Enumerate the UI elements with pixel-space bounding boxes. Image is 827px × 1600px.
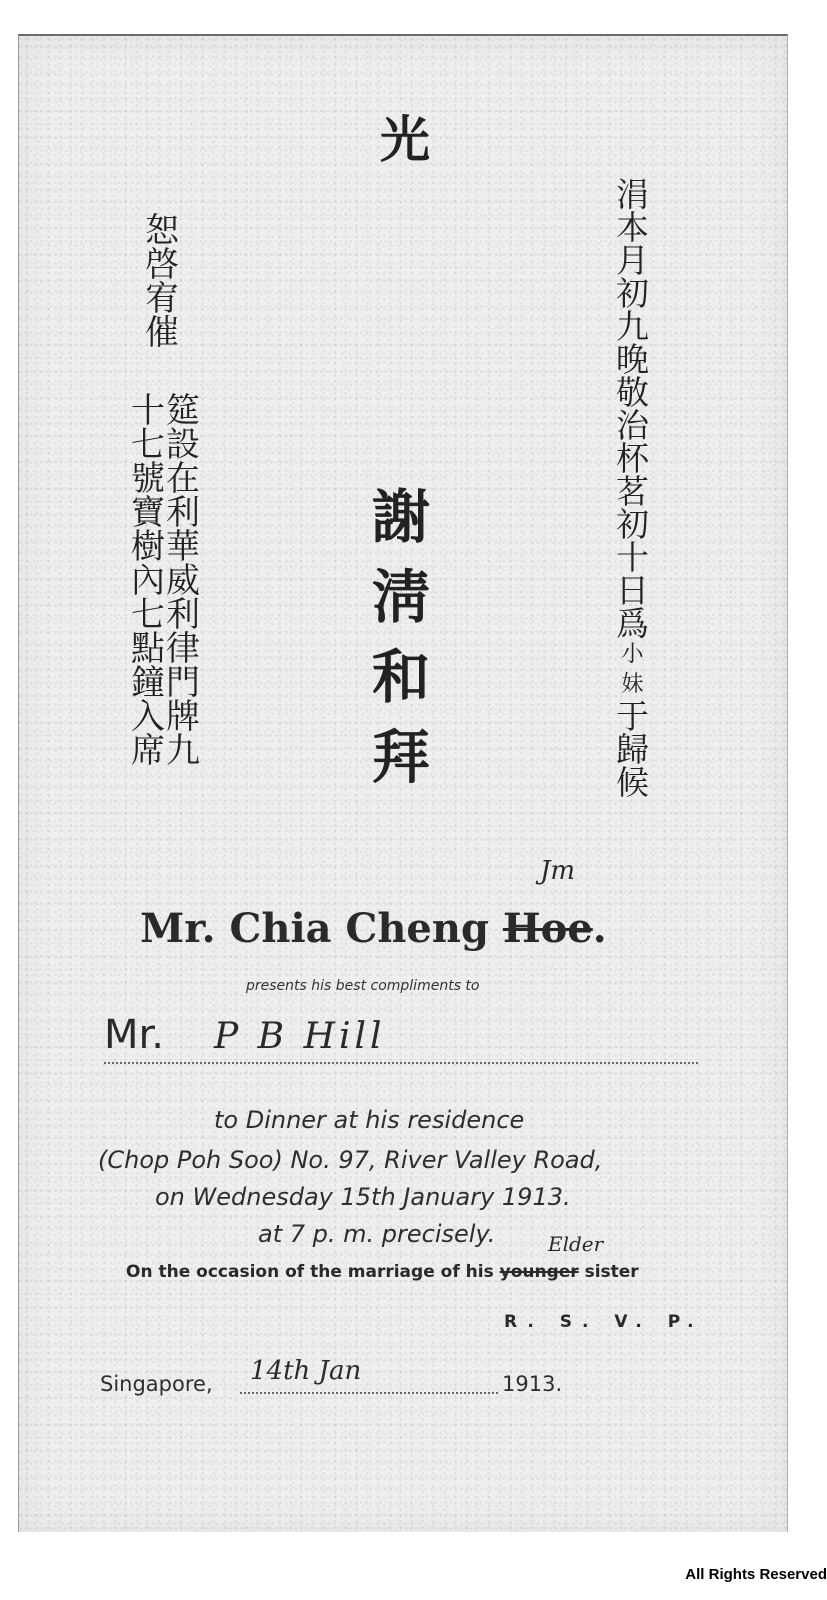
handwritten-date: 14th Jan bbox=[250, 1356, 362, 1386]
host-name bbox=[140, 905, 607, 952]
left-column-outer-char: 七 bbox=[131, 595, 165, 635]
right-column-char: 涓 bbox=[616, 175, 649, 214]
left-column-outer-char: 鐘 bbox=[131, 663, 165, 703]
body-line-2: (Chop Poh Soo) No. 97, River Valley Road, bbox=[98, 1146, 603, 1174]
left-chinese-column-lower-outer bbox=[131, 391, 165, 771]
left-chinese-column-lower-inner bbox=[166, 391, 200, 771]
left-column-inner-char: 威 bbox=[166, 561, 200, 601]
left-column-outer-char: 十 bbox=[131, 391, 165, 431]
guest-line bbox=[104, 1012, 698, 1064]
occasion-line bbox=[126, 1262, 639, 1282]
right-chinese-column bbox=[616, 175, 649, 802]
left-column-inner-char: 筵 bbox=[166, 391, 200, 431]
right-column-char: 初 bbox=[616, 505, 649, 544]
place-label: Singapore, bbox=[100, 1372, 213, 1396]
left-column-upper-char: 宥 bbox=[145, 279, 179, 319]
body-line-1: to Dinner at his residence bbox=[214, 1106, 525, 1134]
right-column-char: 治 bbox=[616, 406, 649, 445]
right-column-char: 初 bbox=[616, 274, 649, 313]
right-column-char: 敬 bbox=[616, 373, 649, 412]
occasion-before: On the occasion of the marriage of his bbox=[126, 1262, 500, 1282]
left-column-outer-char: 寶 bbox=[131, 493, 165, 533]
right-column-small-char: 妹 bbox=[621, 672, 644, 697]
host-name-struck: Hoe bbox=[502, 905, 593, 952]
right-column-char: 本 bbox=[616, 208, 649, 247]
right-column-char: 日 bbox=[616, 571, 649, 610]
host-name-suffix: . bbox=[592, 905, 607, 952]
guest-prefix: Mr. bbox=[104, 1012, 164, 1058]
left-column-outer-char: 號 bbox=[131, 459, 165, 499]
left-column-outer-char: 七 bbox=[131, 425, 165, 465]
left-column-outer-char: 內 bbox=[131, 561, 165, 601]
left-column-inner-char: 華 bbox=[166, 527, 200, 567]
occasion-struck-word: younger bbox=[499, 1262, 579, 1282]
handwritten-name-correction: Jm bbox=[540, 856, 576, 886]
left-column-inner-char: 牌 bbox=[166, 697, 200, 737]
right-column-char: 于 bbox=[616, 697, 649, 736]
right-column-char: 歸 bbox=[616, 730, 649, 769]
right-column-char: 茗 bbox=[616, 472, 649, 511]
left-column-outer-char: 席 bbox=[131, 731, 165, 771]
right-column-char: 九 bbox=[616, 307, 649, 346]
left-column-inner-char: 律 bbox=[166, 629, 200, 669]
right-column-char: 爲 bbox=[616, 604, 649, 643]
center-column-char: 和 bbox=[372, 643, 431, 711]
left-chinese-column-upper bbox=[145, 211, 179, 353]
right-column-char: 杯 bbox=[616, 439, 649, 478]
left-column-outer-char: 點 bbox=[131, 629, 165, 669]
center-column-char: 淸 bbox=[372, 563, 431, 631]
right-column-char: 候 bbox=[616, 763, 649, 802]
presents-line: presents his best compliments to bbox=[246, 978, 480, 994]
right-column-char: 月 bbox=[616, 241, 649, 280]
left-column-inner-char: 九 bbox=[166, 731, 200, 771]
right-column-char: 十 bbox=[616, 538, 649, 577]
rsvp-text: R. S. V. P. bbox=[504, 1312, 704, 1332]
occasion-after: sister bbox=[578, 1262, 639, 1282]
center-column-char: 拜 bbox=[372, 723, 431, 791]
right-column-char: 晚 bbox=[616, 340, 649, 379]
left-column-upper-char: 恕 bbox=[145, 211, 179, 251]
left-column-outer-char: 入 bbox=[131, 697, 165, 737]
left-column-inner-char: 門 bbox=[166, 663, 200, 703]
left-column-outer-char: 樹 bbox=[131, 527, 165, 567]
left-column-inner-char: 在 bbox=[166, 459, 200, 499]
center-column-char: 謝 bbox=[372, 483, 431, 551]
right-column-small-char: 小 bbox=[621, 642, 644, 667]
left-column-upper-char: 催 bbox=[145, 313, 179, 353]
body-line-3: on Wednesday 15th January 1913. bbox=[155, 1183, 571, 1211]
left-column-inner-char: 利 bbox=[166, 595, 200, 635]
handwritten-elder-correction: Elder bbox=[548, 1232, 604, 1256]
top-character: 光 bbox=[380, 110, 430, 169]
signoff-year: 1913. bbox=[502, 1372, 563, 1396]
guest-handwritten-name: P B Hill bbox=[214, 1016, 386, 1057]
copyright-notice: All Rights Reserved bbox=[685, 1566, 827, 1583]
left-column-inner-char: 設 bbox=[166, 425, 200, 465]
center-host-chinese-name bbox=[372, 483, 431, 808]
body-line-4: at 7 p. m. precisely. bbox=[258, 1220, 496, 1248]
host-name-prefix: Mr. Chia Cheng bbox=[140, 905, 503, 952]
left-column-inner-char: 利 bbox=[166, 493, 200, 533]
left-column-upper-char: 啓 bbox=[145, 245, 179, 285]
